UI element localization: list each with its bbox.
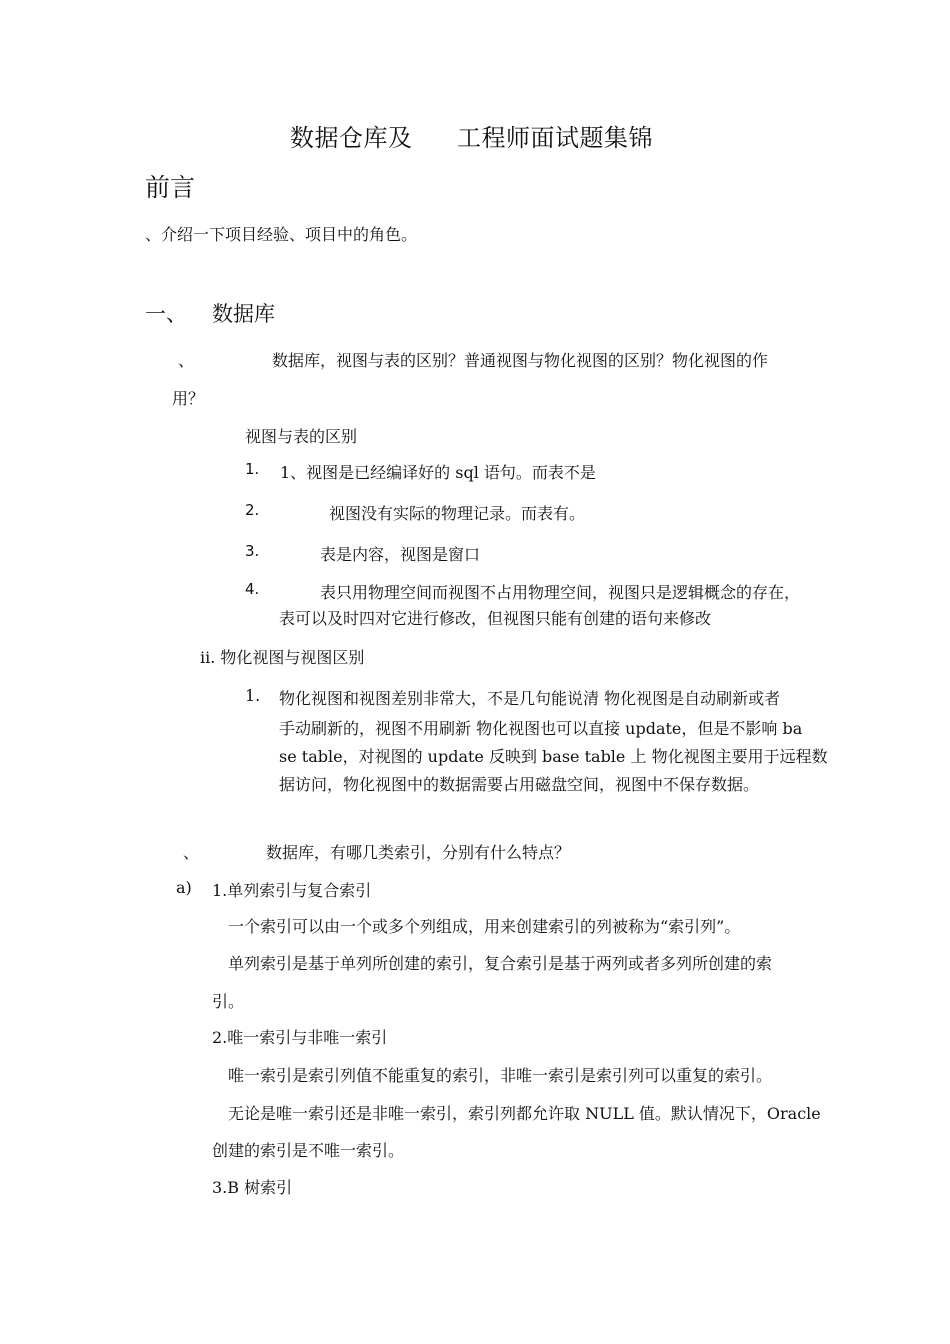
sub2-item-line: se table，对视图的 update 反映到 base table 上 物化视图主要用于远程数 bbox=[279, 747, 828, 766]
q2-paragraph: 创建的索引是不唯一索引。 bbox=[212, 1141, 405, 1160]
list-item-text: 表只用物理空间而视图不占用物理空间，视图只是逻辑概念的存在， bbox=[320, 583, 801, 602]
q1-line1: 数据库，视图与表的区别？普通视图与物化视图的区别？物化视图的作 bbox=[272, 351, 769, 370]
sub2-item-line: 手动刷新的，视图不用刷新 物化视图也可以直接 update，但是不影响 ba bbox=[279, 719, 803, 738]
list-item-num: 4. bbox=[245, 580, 260, 598]
list-item-num: 3. bbox=[245, 542, 260, 560]
q2-paragraph: 单列索引是基于单列所创建的索引，复合索引是基于两列或者多列所创建的索 bbox=[228, 954, 773, 973]
q2-subheading: 3.B 树索引 bbox=[212, 1178, 293, 1197]
preface-line: 、介绍一下项目经验、项目中的角色。 bbox=[145, 225, 418, 244]
q2-mark: 、 bbox=[183, 843, 200, 862]
list-item-text: 表是内容，视图是窗口 bbox=[320, 545, 481, 564]
preface-heading: 前言 bbox=[145, 173, 196, 202]
list-item-text: 1、视图是已经编译好的 sql 语句。而表不是 bbox=[280, 463, 596, 482]
q1-sub2-heading: ii. 物化视图与视图区别 bbox=[200, 648, 365, 667]
q1-mark: 、 bbox=[178, 351, 195, 370]
section-heading: 数据库 bbox=[212, 302, 275, 326]
sub2-item-line: 据访问，物化视图中的数据需要占用磁盘空间，视图中不保存数据。 bbox=[279, 775, 760, 794]
sub2-item-num: 1. bbox=[245, 686, 261, 705]
section-number: 一、 bbox=[145, 302, 187, 326]
q2-paragraph: 一个索引可以由一个或多个列组成，用来创建索引的列被称为“索引列”。 bbox=[228, 917, 741, 936]
q2-paragraph: 唯一索引是索引列值不能重复的索引，非唯一索引是索引列可以重复的索引。 bbox=[228, 1066, 773, 1085]
q2-a-label: a) bbox=[176, 878, 192, 897]
list-item-num: 1. bbox=[245, 460, 260, 478]
list-item-text-cont: 表可以及时四对它进行修改，但视图只能有创建的语句来修改 bbox=[279, 609, 712, 628]
q2-a-heading: 1.单列索引与复合索引 bbox=[212, 881, 372, 900]
q2-line1: 数据库，有哪几类索引，分别有什么特点？ bbox=[266, 843, 571, 862]
q1-sub-heading: 视图与表的区别 bbox=[245, 427, 358, 446]
doc-title-part2: 工程师面试题集锦 bbox=[457, 124, 653, 152]
q2-paragraph: 引。 bbox=[212, 992, 245, 1011]
q1-line2: 用？ bbox=[172, 389, 205, 408]
q2-subheading: 2.唯一索引与非唯一索引 bbox=[212, 1028, 388, 1047]
sub2-item-line: 物化视图和视图差别非常大，不是几句能说清 物化视图是自动刷新或者 bbox=[279, 689, 781, 708]
list-item-text: 视图没有实际的物理记录。而表有。 bbox=[329, 504, 586, 523]
list-item-num: 2. bbox=[245, 501, 260, 519]
doc-title-part1: 数据仓库及 bbox=[290, 124, 413, 152]
q2-paragraph: 无论是唯一索引还是非唯一索引，索引列都允许取 NULL 值。默认情况下，Oracle bbox=[228, 1104, 821, 1123]
